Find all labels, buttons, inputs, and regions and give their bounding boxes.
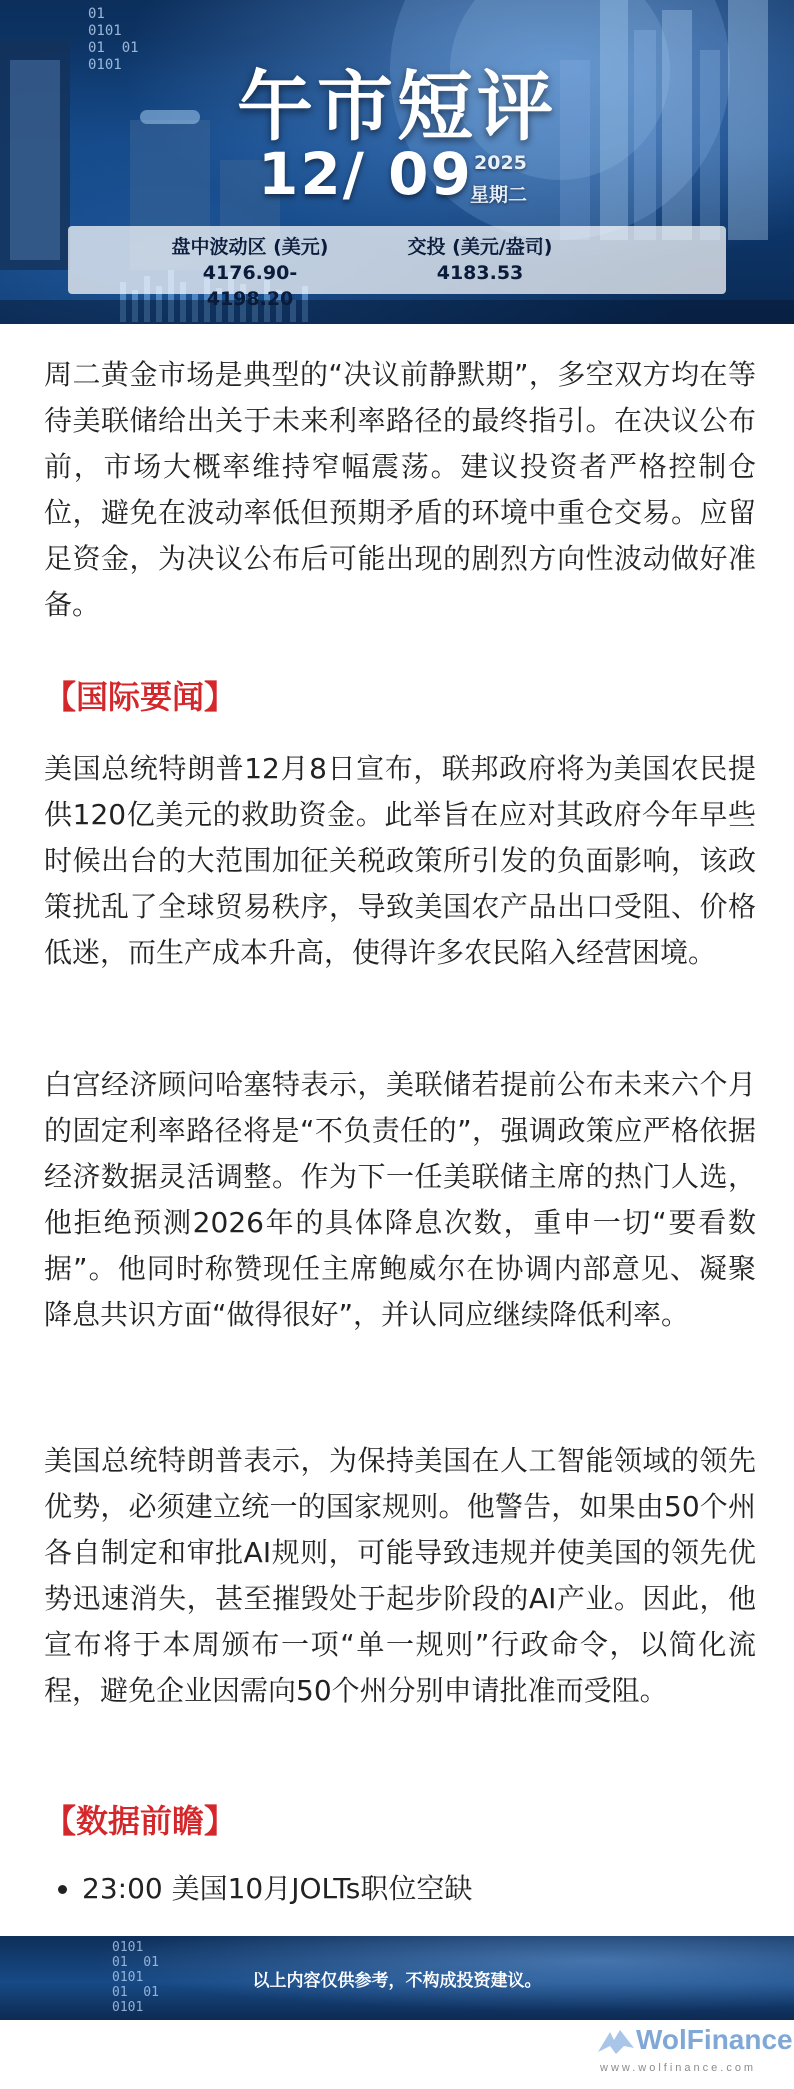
binary-decoration: 01 0101 01 01 0101	[88, 6, 139, 73]
brand-url: www.wolfinance.com	[600, 2062, 757, 2074]
footer-banner	[0, 1936, 794, 2020]
news-paragraph: 美国总统特朗普表示，为保持美国在人工智能领域的领先优势，必须建立统一的国家规则。他警告，如果由50个州各自制定和审批AI规则，可能导致违规并使美国的领先优势迅速消失，甚至摧毁处于起步阶段的AI产业。因此，他宣布将于本周颁布一项“单一规则”行政命令，以简化流程，避免企业因需向50个州分别申请批准而受阻。	[44, 1444, 756, 1707]
list-item: • 23:00 美国10月JOLTs职位空缺	[82, 1866, 472, 1912]
date-display: 12/ 09	[258, 140, 473, 208]
brand-logo	[596, 2024, 793, 2080]
news-paragraph: 白宫经济顾问哈塞特表示，美联储若提前公布未来六个月的固定利率路径将是“不负责任的”，强调政策应严格依据经济数据灵活调整。作为下一任美联储主席的热门人选，他拒绝预测2026年的具体降息次数，重申一切“要看数据”。他同时称赞现任主席鲍威尔在协调内部意见、凝聚降息共识方面“做得很好”，并认同应继续降低利率。	[44, 1068, 756, 1331]
section-title-data-preview: 【数据前瞻】	[44, 1802, 237, 1840]
section-title-international: 【国际要闻】	[44, 678, 237, 716]
header-banner	[0, 0, 794, 324]
settle-price	[390, 234, 570, 286]
brand-name: WolFinance	[636, 2024, 793, 2055]
settle-price-label: 交投 (美元/盎司)	[407, 236, 553, 258]
intraday-range-label: 盘中波动区 (美元)	[171, 236, 329, 258]
page-title: 午市短评	[237, 62, 557, 151]
wolf-logo-icon	[596, 2026, 636, 2056]
data-preview-list	[44, 1866, 472, 1912]
binary-decoration: 0101 01 01 0101 01 01 0101	[112, 1940, 159, 2015]
weekday-label: 星期二	[470, 184, 528, 206]
price-summary-box	[68, 226, 726, 310]
disclaimer-text: 以上内容仅供参考，不构成投资建议。	[252, 1971, 542, 1991]
intraday-range-value: 4176.90-4198.20	[202, 262, 298, 310]
settle-price-value: 4183.53	[436, 262, 524, 284]
intraday-range	[160, 234, 340, 312]
intro-paragraph: 周二黄金市场是典型的“决议前静默期”，多空双方均在等待美联储给出关于未来利率路径的最终指引。在决议公布前，市场大概率维持窄幅震荡。建议投资者严格控制仓位，避免在波动率低但预期矛盾的环境中重仓交易。应留足资金，为决议公布后可能出现的剧烈方向性波动做好准备。	[44, 358, 756, 621]
year-label: 2025	[474, 152, 527, 174]
news-paragraph: 美国总统特朗普12月8日宣布，联邦政府将为美国农民提供120亿美元的救助资金。此举旨在应对其政府今年早些时候出台的大范围加征关税政策所引发的负面影响，该政策扰乱了全球贸易秩序，导致美国农产品出口受阻、价格低迷，而生产成本升高，使得许多农民陷入经营困境。	[44, 752, 756, 969]
